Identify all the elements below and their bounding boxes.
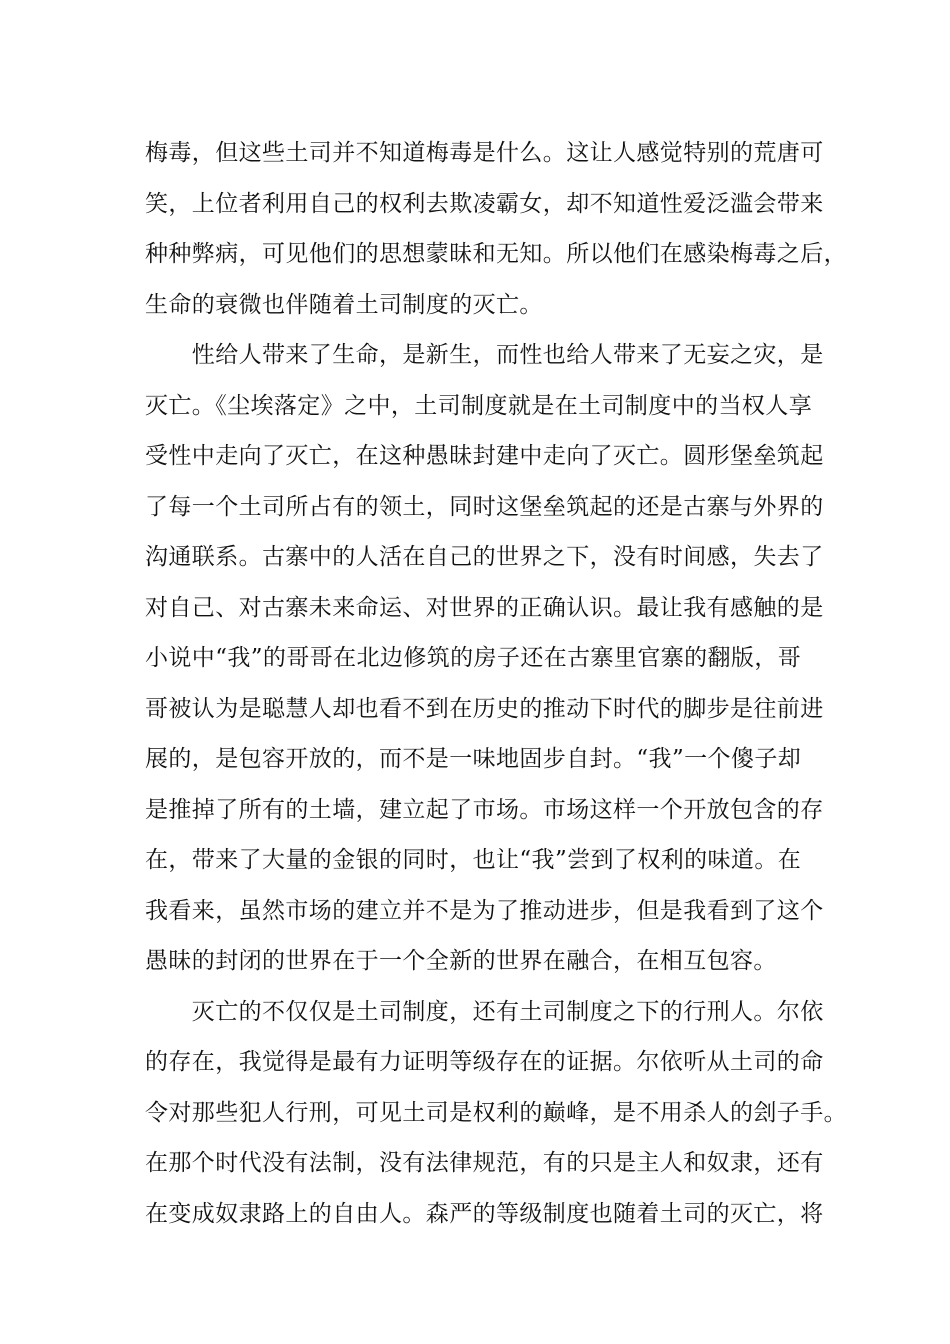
- text-line: 了每一个土司所占有的领土，同时这堡垒筑起的还是古寨与外界的: [145, 493, 824, 520]
- text-line: 种种弊病，可见他们的思想蒙昧和无知。所以他们在感染梅毒之后，: [145, 241, 847, 267]
- text-line: 令对那些犯人行刑，可见土司是权利的巅峰，是不用杀人的刽子手。: [145, 1099, 847, 1126]
- text-line: 笑，上位者利用自己的权利去欺凌霸女，却不知道性爱泛滥会带来: [145, 190, 824, 217]
- text-line: 对自己、对古寨未来命运、对世界的正确认识。最让我有感触的是: [145, 594, 824, 621]
- text-line: 是推掉了所有的土墙，建立起了市场。市场这样一个开放包含的存: [145, 796, 824, 823]
- paragraph-2: [145, 330, 825, 987]
- text-line: 在那个时代没有法制，没有法律规范，有的只是主人和奴隶，还有: [145, 1150, 824, 1176]
- text-line: 在，带来了大量的金银的同时，也让“我”尝到了权利的味道。在: [145, 847, 802, 873]
- text-line: 愚昧的封闭的世界在于一个全新的世界在融合，在相互包容。: [145, 948, 777, 974]
- text-line: 生命的衰微也伴随着土司制度的灭亡。: [145, 291, 543, 318]
- text-line: 展的，是包容开放的，而不是一味地固步自封。“我”一个傻子却: [145, 746, 802, 772]
- text-line: 哥被认为是聪慧人却也看不到在历史的推动下时代的脚步是往前进: [145, 695, 824, 722]
- text-line: 灭亡。《尘埃落定》之中，土司制度就是在土司制度中的当权人享: [145, 392, 813, 419]
- text-line: 在变成奴隶路上的自由人。森严的等级制度也随着土司的灭亡，将: [145, 1200, 824, 1227]
- text-line: 灭亡的不仅仅是土司制度，还有土司制度之下的行刑人。尔依: [145, 998, 824, 1025]
- text-line: 沟通联系。古寨中的人活在自己的世界之下，没有时间感，失去了: [145, 544, 824, 570]
- text-line: 的存在，我觉得是最有力证明等级存在的证据。尔依听从土司的命: [145, 1049, 824, 1075]
- text-line: 我看来，虽然市场的建立并不是为了推动进步，但是我看到了这个: [145, 897, 824, 924]
- text-line: 受性中走向了灭亡，在这种愚昧封建中走向了灭亡。圆形堡垒筑起: [145, 443, 824, 469]
- text-line: 小说中“我”的哥哥在北边修筑的房子还在古寨里官寨的翻版，哥: [145, 645, 802, 671]
- document-body: [145, 128, 847, 1239]
- text-line: 梅毒，但这些土司并不知道梅毒是什么。这让人感觉特别的荒唐可: [145, 140, 824, 166]
- paragraph-3: [145, 987, 847, 1240]
- paragraph-1: [145, 128, 847, 330]
- text-line: 性给人带来了生命，是新生，而性也给人带来了无妄之灾，是: [145, 342, 824, 368]
